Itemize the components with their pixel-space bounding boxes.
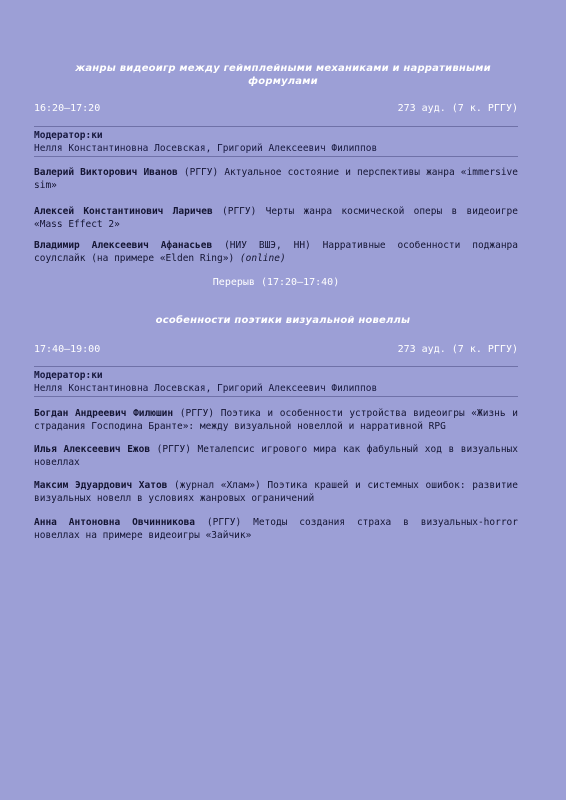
- room: 273 ауд. (7 к. РГГУ): [397, 344, 518, 355]
- talk-item: [34, 239, 518, 265]
- moderator-label: Модератор:ки: [34, 370, 103, 381]
- divider: [34, 156, 518, 157]
- talk-item: [34, 166, 518, 192]
- moderators-block: [34, 369, 518, 395]
- speaker-name: Илья Алексеевич Ежов: [34, 444, 151, 455]
- talk-item: [34, 205, 518, 231]
- speaker-name: Алексей Константинович Ларичев: [34, 206, 213, 217]
- speaker-name: Анна Антоновна Овчинникова: [34, 517, 196, 528]
- talk-text: (РГГУ) Металепсис игрового мира как фабульный ход в визуальных новеллах: [34, 444, 518, 468]
- speaker-name: Максим Эдуардович Хатов: [34, 480, 168, 491]
- room: 273 ауд. (7 к. РГГУ): [397, 103, 518, 114]
- talk-item: [34, 479, 518, 505]
- divider: [34, 126, 518, 127]
- speaker-name: Богдан Андреевич Филюшин: [34, 408, 174, 419]
- talk-text: (НИУ ВШЭ, НН) Нарративные особенности поджанра соулслайк (на примере «Elden Ring»): [34, 240, 518, 264]
- section-meta: [34, 344, 518, 355]
- divider: [34, 366, 518, 367]
- talk-text: (РГГУ) Черты жанра космической оперы в видеоигре «Mass Effect 2»: [34, 206, 518, 230]
- moderators-block: [34, 129, 518, 155]
- section-meta: [34, 103, 518, 114]
- moderator-names: Нелля Константиновна Лосевская, Григорий Алексеевич Филиппов: [34, 143, 378, 154]
- speaker-name: Владимир Алексеевич Афанасьев: [34, 240, 213, 251]
- online-note: (online): [239, 253, 286, 264]
- time-slot: 17:40–19:00: [34, 344, 101, 355]
- talk-text: (РГГУ) Поэтика и особенности устройства видеоигры «Жизнь и страдания Господина Бранте»: между визуальной новеллой и нарративной RPG: [34, 408, 518, 432]
- talk-text: (журнал «Хлам») Поэтика крашей и системных ошибок: развитие визуальных новелл в условиях жанровых ограничений: [34, 480, 518, 504]
- speaker-name: Валерий Викторович Иванов: [34, 167, 178, 178]
- break-label: Перерыв (17:20–17:40): [212, 277, 340, 288]
- section-title: особенности поэтики визуальной новеллы: [155, 315, 411, 326]
- talk-text: (РГГУ) Актуальное состояние и перспективы жанра «immersive sim»: [34, 167, 518, 191]
- talk-item: [34, 443, 518, 469]
- time-slot: 16:20–17:20: [34, 103, 101, 114]
- moderator-label: Модератор:ки: [34, 130, 103, 141]
- talk-item: [34, 407, 518, 433]
- moderator-names: Нелля Константиновна Лосевская, Григорий Алексеевич Филиппов: [34, 383, 378, 394]
- talk-item: [34, 516, 518, 542]
- divider: [34, 396, 518, 397]
- section-title: жанры видеоигр между геймплейными механиками и нарративными формулами: [75, 63, 491, 87]
- talk-text: (РГГУ) Методы создания страха в визуальных-horror новеллах на примере видеоигры «Зайчик»: [34, 517, 518, 541]
